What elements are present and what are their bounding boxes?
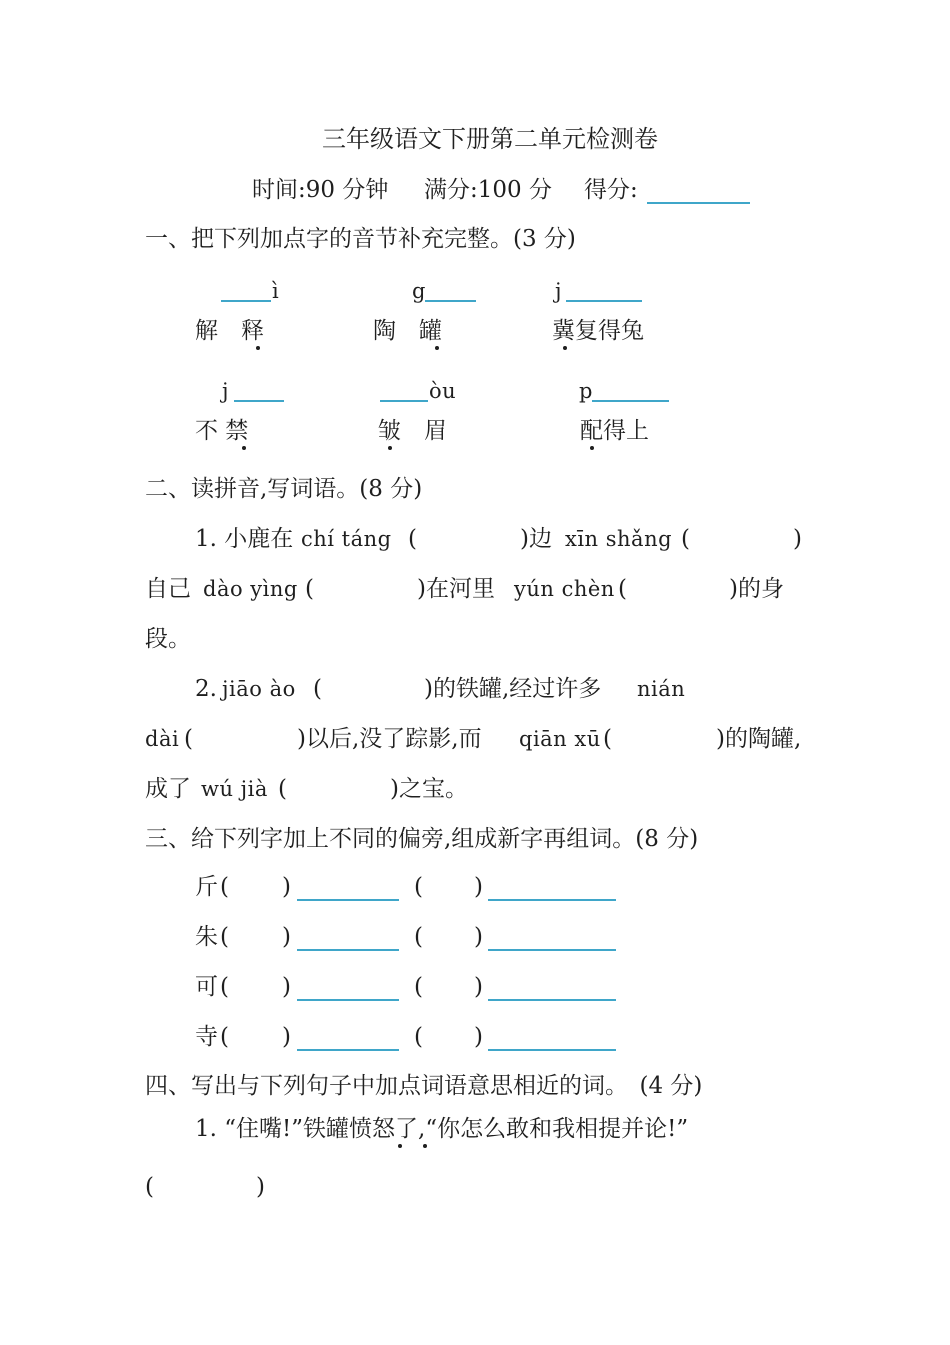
word-blank[interactable] <box>488 1049 616 1051</box>
paren-open[interactable]: ( <box>220 924 229 950</box>
word: 陶 罐 <box>373 318 442 344</box>
paren-close: ) <box>474 974 483 1000</box>
radical-char: 可 <box>195 974 218 1000</box>
pinyin-blank[interactable] <box>234 400 284 402</box>
emphasis-dot <box>435 346 439 350</box>
emphasis-dot <box>388 446 392 450</box>
paren-open[interactable]: ( <box>220 1024 229 1050</box>
question-text: 1. “住嘴!”铁罐愤怒了,“你怎么敢和我相提并论!” <box>195 1116 689 1142</box>
question-text: )的陶罐, <box>716 726 802 752</box>
question-text: 自己 <box>145 576 191 602</box>
pinyin-hint: g <box>412 279 426 303</box>
answer-paren-close: ) <box>256 1174 265 1200</box>
paren-open[interactable]: ( <box>414 924 423 950</box>
pinyin: yún chèn <box>514 577 615 601</box>
word-blank[interactable] <box>488 899 616 901</box>
emphasis-dot <box>256 346 260 350</box>
paren-close: ) <box>282 1024 291 1050</box>
pinyin: jiāo ào <box>222 677 296 701</box>
pinyin: nián <box>637 677 686 701</box>
paren-close: ) <box>474 924 483 950</box>
word: 配得上 <box>580 418 649 444</box>
question-text: )的铁罐,经过许多 <box>424 676 602 702</box>
pinyin-blank[interactable] <box>380 400 428 402</box>
question-text: 段。 <box>145 626 191 652</box>
question-text: 2. <box>195 676 217 702</box>
word: 皱 眉 <box>378 418 447 444</box>
radical-char: 寺 <box>195 1024 218 1050</box>
pinyin: chí táng <box>301 527 392 551</box>
answer-paren-open[interactable]: ( <box>408 526 417 552</box>
paren-open[interactable]: ( <box>220 874 229 900</box>
answer-paren-open[interactable]: ( <box>278 776 287 802</box>
question-text: )边 <box>520 526 552 552</box>
pinyin: dào yìng <box>203 577 298 601</box>
emphasis-dot <box>590 446 594 450</box>
paren-open[interactable]: ( <box>220 974 229 1000</box>
section-4-heading: 四、写出与下列句子中加点词语意思相近的词。 (4 分) <box>145 1073 703 1099</box>
time-label: 时间:90 分钟 <box>252 177 389 203</box>
answer-paren-open[interactable]: ( <box>681 526 690 552</box>
pinyin: xīn shǎng <box>565 527 673 551</box>
section-3-heading: 三、给下列字加上不同的偏旁,组成新字再组词。(8 分) <box>145 826 699 852</box>
pinyin-blank[interactable] <box>592 400 669 402</box>
word: 不 禁 <box>195 418 249 444</box>
question-text: 成了 <box>145 776 191 802</box>
word-blank[interactable] <box>297 1049 399 1051</box>
answer-paren-open[interactable]: ( <box>313 676 322 702</box>
radical-char: 斤 <box>195 874 218 900</box>
paren-close: ) <box>282 874 291 900</box>
word-blank[interactable] <box>488 949 616 951</box>
pinyin: qiān xū <box>519 727 601 751</box>
pinyin: dài <box>145 727 180 751</box>
emphasis-dot <box>563 346 567 350</box>
word-blank[interactable] <box>488 999 616 1001</box>
question-text: )的身 <box>729 576 784 602</box>
pinyin-blank[interactable] <box>221 300 271 302</box>
paren-open[interactable]: ( <box>414 1024 423 1050</box>
question-text: 1. 小鹿在 <box>195 526 294 552</box>
emphasis-dot <box>242 446 246 450</box>
paren-close: ) <box>282 974 291 1000</box>
paren-open[interactable]: ( <box>414 874 423 900</box>
question-text: )在河里 <box>417 576 495 602</box>
word-blank[interactable] <box>297 949 399 951</box>
word-blank[interactable] <box>297 899 399 901</box>
pinyin-hint: òu <box>429 379 457 403</box>
question-text: )之宝。 <box>390 776 468 802</box>
radical-char: 朱 <box>195 924 218 950</box>
score-blank[interactable] <box>647 202 750 204</box>
pinyin-blank[interactable] <box>425 300 476 302</box>
answer-paren-open[interactable]: ( <box>184 726 193 752</box>
answer-paren-open[interactable]: ( <box>618 576 627 602</box>
answer-paren-open[interactable]: ( <box>145 1174 154 1200</box>
pinyin-hint: ì <box>272 279 280 303</box>
full-score-label: 满分:100 分 <box>424 177 552 203</box>
paren-close: ) <box>282 924 291 950</box>
pinyin-blank[interactable] <box>566 300 642 302</box>
page-title: 三年级语文下册第二单元检测卷 <box>322 125 658 153</box>
paren-open[interactable]: ( <box>414 974 423 1000</box>
emphasis-dot <box>423 1144 427 1148</box>
answer-paren-open[interactable]: ( <box>603 726 612 752</box>
section-2-heading: 二、读拼音,写词语。(8 分) <box>145 476 423 502</box>
pinyin-hint: j <box>555 279 563 303</box>
answer-paren-open[interactable]: ( <box>305 576 314 602</box>
word: 解 释 <box>195 318 264 344</box>
pinyin-hint: p <box>579 379 593 403</box>
word: 冀复得兔 <box>552 318 644 344</box>
paren-close: ) <box>474 1024 483 1050</box>
pinyin: wú jià <box>201 777 268 801</box>
answer-paren-close: ) <box>793 526 802 552</box>
score-label: 得分: <box>584 177 638 203</box>
pinyin-hint: j <box>222 379 230 403</box>
section-1-heading: 一、把下列加点字的音节补充完整。(3 分) <box>145 226 576 252</box>
paren-close: ) <box>474 874 483 900</box>
question-text: )以后,没了踪影,而 <box>297 726 482 752</box>
word-blank[interactable] <box>297 999 399 1001</box>
emphasis-dot <box>398 1144 402 1148</box>
